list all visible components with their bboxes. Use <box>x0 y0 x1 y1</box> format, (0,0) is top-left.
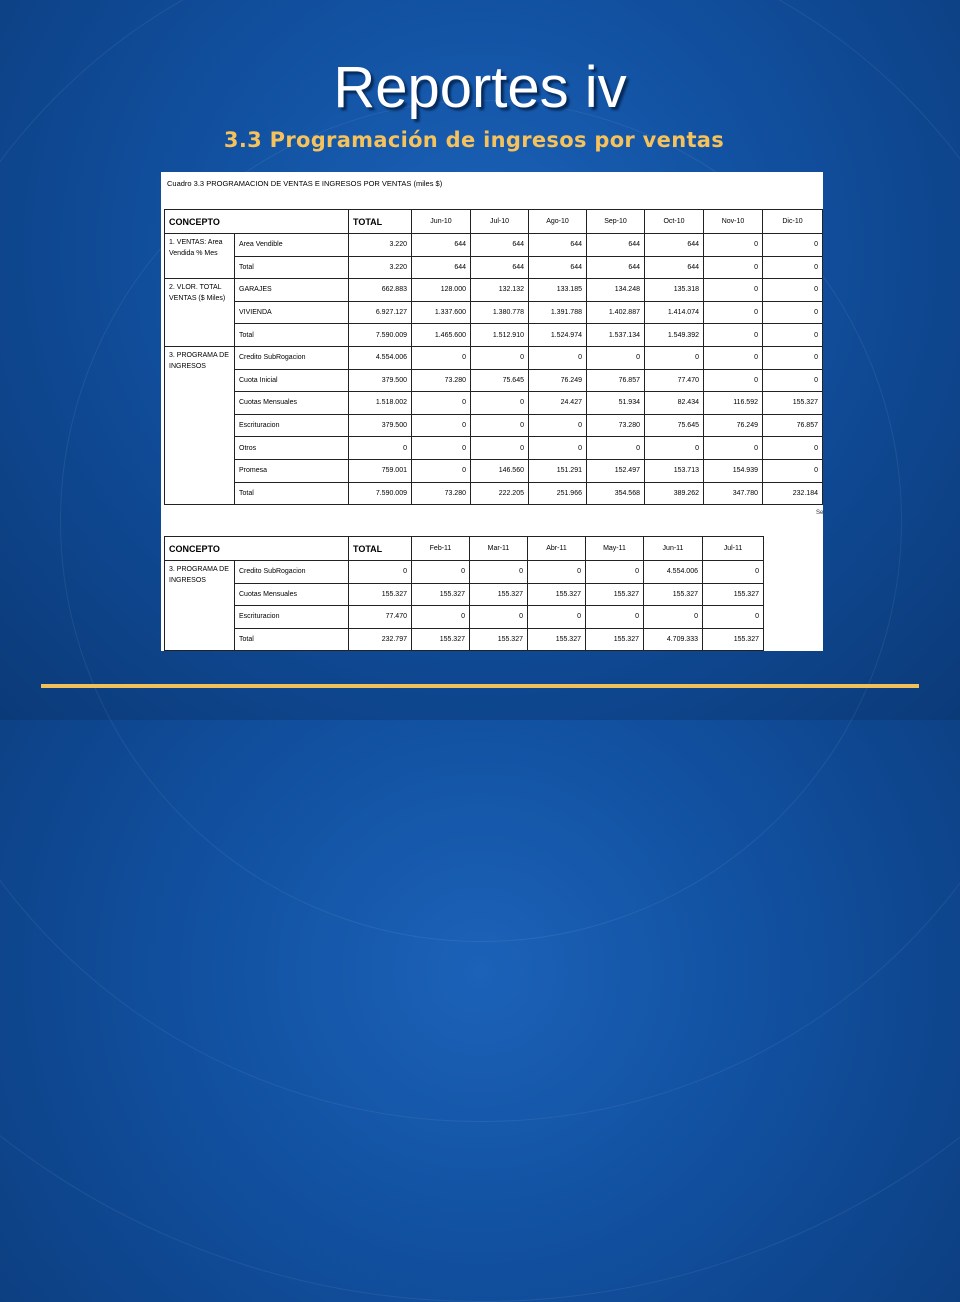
value-cell: 644 <box>471 234 529 257</box>
value-cell: 3.220 <box>349 256 412 279</box>
group-label: 3. PROGRAMA DE INGRESOS <box>165 346 235 504</box>
column-header: Jul-10 <box>471 210 529 234</box>
value-cell: 7.590.009 <box>349 482 412 505</box>
value-cell: 135.318 <box>645 279 704 302</box>
value-cell: 76.249 <box>529 369 587 392</box>
value-cell: 155.327 <box>470 628 528 651</box>
column-header: Mar-11 <box>470 537 528 561</box>
value-cell: 0 <box>704 256 763 279</box>
value-cell: 24.427 <box>529 392 587 415</box>
value-cell: 0 <box>349 437 412 460</box>
value-cell: 0 <box>703 606 764 629</box>
value-cell: 0 <box>763 459 823 482</box>
value-cell: 0 <box>529 437 587 460</box>
table-row <box>165 234 823 257</box>
row-label: GARAJES <box>235 279 349 302</box>
value-cell: 155.327 <box>703 583 764 606</box>
group-label: 1. VENTAS: Area Vendida % Mes <box>165 234 235 279</box>
value-cell: 1.518.002 <box>349 392 412 415</box>
value-cell: 155.327 <box>528 628 586 651</box>
value-cell: 644 <box>645 256 704 279</box>
value-cell: 73.280 <box>412 482 471 505</box>
value-cell: 0 <box>704 324 763 347</box>
value-cell: 644 <box>412 234 471 257</box>
value-cell: 1.380.778 <box>471 301 529 324</box>
value-cell: 154.939 <box>704 459 763 482</box>
value-cell: 0 <box>471 414 529 437</box>
value-cell: 644 <box>529 256 587 279</box>
value-cell: 146.560 <box>471 459 529 482</box>
value-cell: 155.327 <box>412 628 470 651</box>
spreadsheet-image <box>161 172 823 651</box>
value-cell: 0 <box>704 234 763 257</box>
value-cell: 0 <box>471 392 529 415</box>
value-cell: 0 <box>763 256 823 279</box>
sheet-caption: Cuadro 3.3 PROGRAMACION DE VENTAS E INGRESOS POR VENTAS (miles $) <box>167 179 443 188</box>
value-cell: 644 <box>587 256 645 279</box>
value-cell: 1.512.910 <box>471 324 529 347</box>
value-cell: 0 <box>349 561 412 584</box>
column-header: Jun-10 <box>412 210 471 234</box>
value-cell: 155.327 <box>586 628 644 651</box>
value-cell: 134.248 <box>587 279 645 302</box>
row-label: Total <box>235 482 349 505</box>
value-cell: 0 <box>586 606 644 629</box>
table-row <box>165 437 823 460</box>
row-label: Promesa <box>235 459 349 482</box>
column-header: Oct-10 <box>645 210 704 234</box>
value-cell: 75.645 <box>645 414 704 437</box>
value-cell: 0 <box>412 437 471 460</box>
value-cell: 644 <box>471 256 529 279</box>
row-label: Cuotas Mensuales <box>235 583 349 606</box>
value-cell: 759.001 <box>349 459 412 482</box>
group-label: 2. VLOR. TOTAL VENTAS ($ Miles) <box>165 279 235 347</box>
row-label: Otros <box>235 437 349 460</box>
table-row <box>165 392 823 415</box>
value-cell: 644 <box>645 234 704 257</box>
table-row <box>165 561 764 584</box>
value-cell: 132.132 <box>471 279 529 302</box>
value-cell: 0 <box>763 234 823 257</box>
slide-title: Reportes iv <box>333 55 627 120</box>
value-cell: 0 <box>644 606 703 629</box>
column-header: Nov-10 <box>704 210 763 234</box>
value-cell: 0 <box>586 561 644 584</box>
value-cell: 4.709.333 <box>644 628 703 651</box>
table-row <box>165 324 823 347</box>
table-row <box>165 459 823 482</box>
value-cell: 6.927.127 <box>349 301 412 324</box>
value-cell: 644 <box>412 256 471 279</box>
value-cell: 1.402.887 <box>587 301 645 324</box>
value-cell: 4.554.006 <box>349 346 412 369</box>
value-cell: 0 <box>528 561 586 584</box>
value-cell: 251.966 <box>529 482 587 505</box>
value-cell: 133.185 <box>529 279 587 302</box>
value-cell: 82.434 <box>645 392 704 415</box>
value-cell: 75.645 <box>471 369 529 392</box>
value-cell: 1.414.074 <box>645 301 704 324</box>
slide-subtitle: 3.3 Programación de ingresos por ventas <box>223 128 725 152</box>
table-row <box>165 256 823 279</box>
column-header: Dic-10 <box>763 210 823 234</box>
column-header: May-11 <box>586 537 644 561</box>
sales-income-table-2010 <box>164 209 823 505</box>
value-cell: 379.500 <box>349 369 412 392</box>
value-cell: 1.337.600 <box>412 301 471 324</box>
value-cell: 232.184 <box>763 482 823 505</box>
value-cell: 0 <box>704 369 763 392</box>
value-cell: 128.000 <box>412 279 471 302</box>
column-header: Jun-11 <box>644 537 703 561</box>
value-cell: 73.280 <box>412 369 471 392</box>
table-row <box>165 346 823 369</box>
value-cell: 73.280 <box>587 414 645 437</box>
value-cell: 77.470 <box>645 369 704 392</box>
value-cell: 155.327 <box>528 583 586 606</box>
row-label: Cuota Inicial <box>235 369 349 392</box>
group-label: 3. PROGRAMA DE INGRESOS <box>165 561 235 651</box>
row-label: Area Vendible <box>235 234 349 257</box>
column-header: Jul-11 <box>703 537 764 561</box>
row-label: Escrituracion <box>235 606 349 629</box>
table-row <box>165 369 823 392</box>
value-cell: 0 <box>704 279 763 302</box>
value-cell: 0 <box>703 561 764 584</box>
value-cell: 0 <box>704 301 763 324</box>
value-cell: 0 <box>529 414 587 437</box>
row-label: Total <box>235 324 349 347</box>
value-cell: 0 <box>763 324 823 347</box>
value-cell: 222.205 <box>471 482 529 505</box>
table-row <box>165 606 764 629</box>
table-row <box>165 583 764 606</box>
value-cell: 0 <box>704 346 763 369</box>
value-cell: 0 <box>412 392 471 415</box>
value-cell: 155.327 <box>763 392 823 415</box>
value-cell: 0 <box>470 561 528 584</box>
table-row <box>165 628 764 651</box>
value-cell: 3.220 <box>349 234 412 257</box>
value-cell: 0 <box>763 369 823 392</box>
column-header: Ago-10 <box>529 210 587 234</box>
column-header: TOTAL <box>349 210 412 234</box>
value-cell: 155.327 <box>586 583 644 606</box>
value-cell: 155.327 <box>644 583 703 606</box>
value-cell: 379.500 <box>349 414 412 437</box>
value-cell: 0 <box>763 301 823 324</box>
value-cell: 0 <box>645 437 704 460</box>
value-cell: 4.554.006 <box>644 561 703 584</box>
value-cell: 152.497 <box>587 459 645 482</box>
value-cell: 0 <box>763 437 823 460</box>
column-header: CONCEPTO <box>165 210 349 234</box>
value-cell: 0 <box>471 346 529 369</box>
value-cell: 155.327 <box>412 583 470 606</box>
table-row <box>165 279 823 302</box>
value-cell: 151.291 <box>529 459 587 482</box>
value-cell: 155.327 <box>349 583 412 606</box>
value-cell: 51.934 <box>587 392 645 415</box>
value-cell: 76.857 <box>763 414 823 437</box>
value-cell: 1.549.392 <box>645 324 704 347</box>
value-cell: 347.780 <box>704 482 763 505</box>
value-cell: 0 <box>645 346 704 369</box>
row-label: Credito SubRogacion <box>235 346 349 369</box>
value-cell: 76.249 <box>704 414 763 437</box>
row-label: Total <box>235 256 349 279</box>
value-cell: 0 <box>587 346 645 369</box>
value-cell: 232.797 <box>349 628 412 651</box>
value-cell: 644 <box>529 234 587 257</box>
value-cell: 77.470 <box>349 606 412 629</box>
value-cell: 354.568 <box>587 482 645 505</box>
table-row <box>165 414 823 437</box>
footer-rule <box>41 684 919 688</box>
value-cell: 1.391.788 <box>529 301 587 324</box>
row-label: Escrituracion <box>235 414 349 437</box>
value-cell: 1.537.134 <box>587 324 645 347</box>
value-cell: 1.524.974 <box>529 324 587 347</box>
value-cell: 0 <box>471 437 529 460</box>
value-cell: 116.592 <box>704 392 763 415</box>
value-cell: 0 <box>412 561 470 584</box>
value-cell: 0 <box>529 346 587 369</box>
table-row <box>165 301 823 324</box>
column-header: Sep-10 <box>587 210 645 234</box>
value-cell: 155.327 <box>703 628 764 651</box>
value-cell: 0 <box>763 346 823 369</box>
row-label: Total <box>235 628 349 651</box>
header-row <box>165 537 764 561</box>
value-cell: 0 <box>412 414 471 437</box>
value-cell: 662.883 <box>349 279 412 302</box>
table-row <box>165 482 823 505</box>
value-cell: 0 <box>412 346 471 369</box>
value-cell: 0 <box>470 606 528 629</box>
value-cell: 0 <box>412 606 470 629</box>
header-row <box>165 210 823 234</box>
column-header: TOTAL <box>349 537 412 561</box>
value-cell: 0 <box>763 279 823 302</box>
row-label: Credito SubRogacion <box>235 561 349 584</box>
value-cell: 0 <box>528 606 586 629</box>
value-cell: 153.713 <box>645 459 704 482</box>
value-cell: 0 <box>704 437 763 460</box>
sheet-mark: Se <box>816 510 824 516</box>
column-header: Abr-11 <box>528 537 586 561</box>
row-label: Cuotas Mensuales <box>235 392 349 415</box>
value-cell: 76.857 <box>587 369 645 392</box>
value-cell: 1.465.600 <box>412 324 471 347</box>
row-label: VIVIENDA <box>235 301 349 324</box>
value-cell: 644 <box>587 234 645 257</box>
value-cell: 0 <box>412 459 471 482</box>
value-cell: 389.262 <box>645 482 704 505</box>
value-cell: 0 <box>587 437 645 460</box>
column-header: Feb-11 <box>412 537 470 561</box>
value-cell: 155.327 <box>470 583 528 606</box>
column-header: CONCEPTO <box>165 537 349 561</box>
income-table-2011 <box>164 536 764 651</box>
value-cell: 7.590.009 <box>349 324 412 347</box>
